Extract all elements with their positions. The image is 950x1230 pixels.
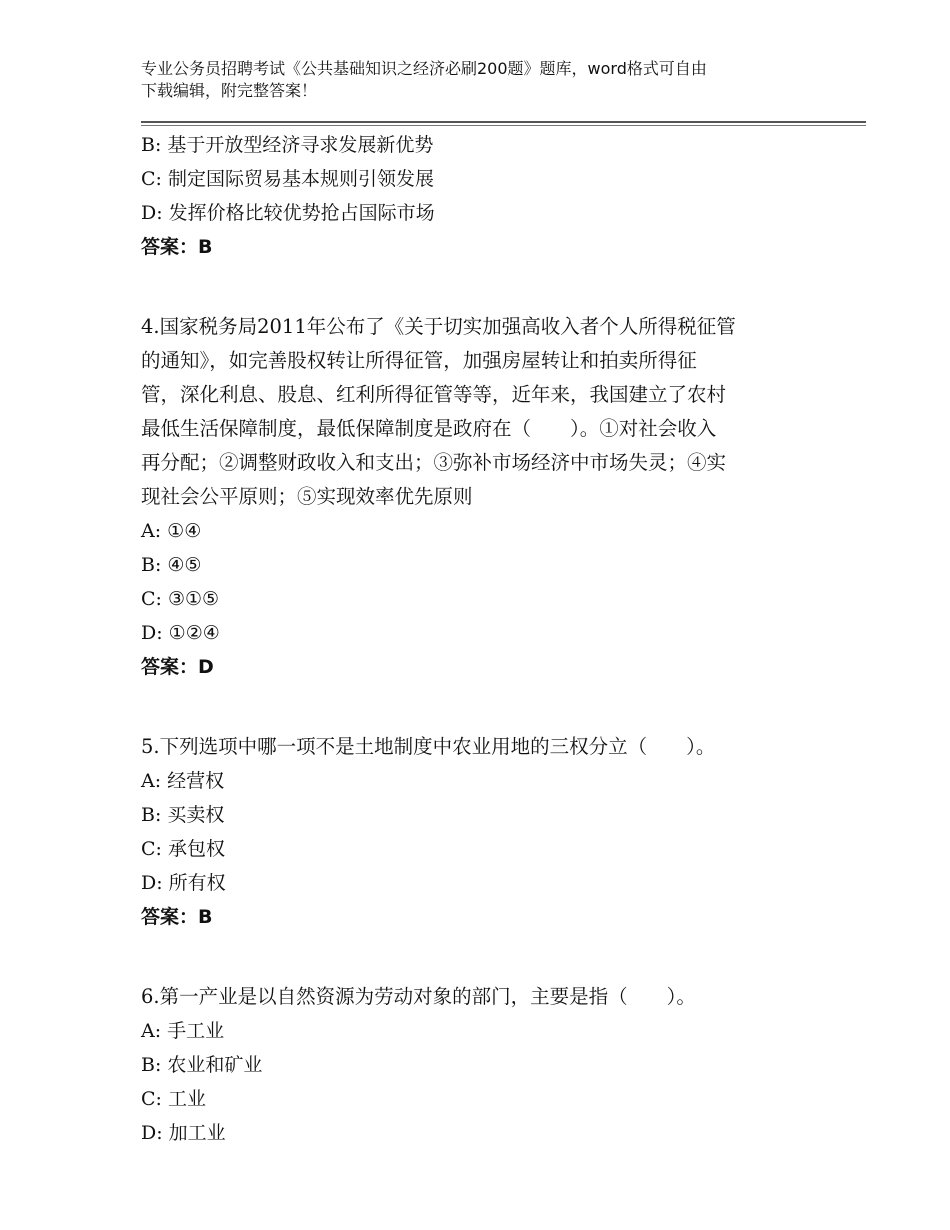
stem-line: 的通知》，如完善股权转让所得征管，加强房屋转让和拍卖所得征 xyxy=(141,349,697,372)
option-d: D: ①②④ xyxy=(141,622,220,644)
option-b: B: 基于开放型经济寻求发展新优势 xyxy=(141,134,434,156)
question-3-tail xyxy=(141,128,821,264)
answer: 答案：B xyxy=(141,236,213,258)
option-d: D: 加工业 xyxy=(141,1122,226,1144)
option-a: A: 手工业 xyxy=(141,1020,225,1042)
stem-line: 6.第一产业是以自然资源为劳动对象的部门，主要是指（ ）。 xyxy=(141,985,696,1008)
question-6 xyxy=(141,980,821,1150)
option-d: D: 发挥价格比较优势抢占国际市场 xyxy=(141,202,435,224)
question-stem xyxy=(141,730,821,764)
option-a: A: 经营权 xyxy=(141,770,225,792)
header-rule-thick xyxy=(141,121,866,123)
option-c: C: 制定国际贸易基本规则引领发展 xyxy=(141,168,434,190)
option-d: D: 所有权 xyxy=(141,872,226,894)
option-c: C: ③①⑤ xyxy=(141,588,220,610)
header-line-2: 下载编辑，附完整答案！ xyxy=(141,81,318,100)
question-5 xyxy=(141,730,821,934)
stem-line: 4.国家税务局2011年公布了《关于切实加强高收入者个人所得税征管 xyxy=(141,315,736,338)
question-content xyxy=(141,128,821,1150)
stem-line: 现社会公平原则；⑤实现效率优先原则 xyxy=(141,485,473,508)
stem-line: 最低生活保障制度，最低保障制度是政府在（ ）。①对社会收入 xyxy=(141,417,717,440)
option-a: A: ①④ xyxy=(141,520,202,542)
stem-line: 再分配；②调整财政收入和支出；③弥补市场经济中市场失灵；④实 xyxy=(141,451,727,474)
header-rule-thin xyxy=(141,125,866,126)
answer: 答案：B xyxy=(141,906,213,928)
option-b: B: ④⑤ xyxy=(141,554,202,576)
question-stem xyxy=(141,310,821,514)
option-b: B: 买卖权 xyxy=(141,804,225,826)
option-c: C: 工业 xyxy=(141,1088,206,1110)
question-stem xyxy=(141,980,821,1014)
document-header xyxy=(141,58,831,102)
stem-line: 5.下列选项中哪一项不是土地制度中农业用地的三权分立（ ）。 xyxy=(141,735,716,758)
option-c: C: 承包权 xyxy=(141,838,225,860)
question-4 xyxy=(141,310,821,684)
stem-line: 管，深化利息、股息、红利所得征管等等，近年来，我国建立了农村 xyxy=(141,383,727,406)
answer: 答案：D xyxy=(141,656,214,678)
header-line-1: 专业公务员招聘考试《公共基础知识之经济必刷200题》题库，word格式可自由 xyxy=(141,59,707,78)
option-b: B: 农业和矿业 xyxy=(141,1054,263,1076)
